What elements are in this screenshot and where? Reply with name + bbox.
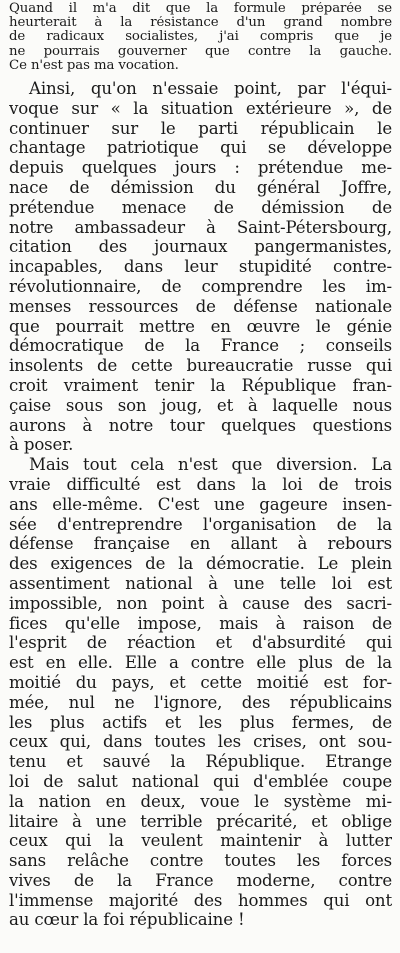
paragraph-1 [9, 79, 392, 455]
quote-paragraph [9, 2, 392, 73]
text-line: Ainsi, qu'on n'essaie point, par l'équi- [29, 79, 392, 99]
text-line: impossible, non point à cause des sacri- [9, 593, 392, 613]
text-line: aurons à notre tour quelques questions [9, 415, 392, 435]
text-line: que pourrait mettre en œuvre le génie [9, 316, 392, 336]
text-line: révolutionnaire, de comprendre les im- [9, 276, 392, 296]
text-line: notre ambassadeur à Saint-Pétersbourg, [9, 217, 392, 237]
text-line: est en elle. Elle a contre elle plus de la [9, 653, 392, 673]
text-line: démocratique de la France ; conseils [9, 336, 392, 356]
text-line: au cœur la foi républicaine ! [9, 910, 245, 930]
text-line: loi de salut national qui d'emblée coupe [9, 771, 392, 791]
text-line: prétendue menace de démission de [9, 197, 392, 217]
text-line: Quand il m'a dit que la formule préparée se [9, 2, 392, 16]
text-line: la nation en deux, voue le système mi- [9, 791, 392, 811]
text-line: défense française en allant à rebours [9, 534, 392, 554]
text-line: tenu et sauvé la République. Etrange [9, 752, 392, 772]
text-line: l'immense majorité des hommes qui ont [9, 890, 392, 910]
text-line: Ce n'est pas ma vocation. [9, 58, 179, 73]
text-line: incapables, dans leur stupidité contre- [9, 257, 392, 277]
text-line: chantage patriotique qui se développe [9, 138, 392, 158]
text-line: continuer sur le parti républicain le [9, 118, 392, 138]
text-line: menses ressources de défense nationale [9, 296, 392, 316]
text-line: litaire à une terrible précarité, et oblige [9, 811, 392, 831]
text-line: l'esprit de réaction et d'absurdité qui [9, 633, 392, 653]
text-line: fices qu'elle impose, mais à raison de [9, 613, 392, 633]
text-line: moitié du pays, et cette moitié est for- [9, 672, 392, 692]
text-line: vives de la France moderne, contre [9, 870, 392, 890]
text-line: ceux qui, dans toutes les crises, ont sou- [9, 732, 392, 752]
text-line: à poser. [9, 435, 74, 455]
text-line: insolents de cette bureaucratie russe qui [9, 356, 392, 376]
text-line: nace de démission du général Joffre, [9, 178, 392, 197]
text-line: assentiment national à une telle loi est [9, 573, 392, 593]
text-line: heurterait à la résistance d'un grand nombre [9, 16, 392, 31]
text-line: çaise sous son joug, et à laquelle nous [9, 395, 392, 415]
text-line: de radicaux socialistes, j'ai compris que je [9, 30, 392, 45]
text-line: ne pourrais gouverner que contre la gauche. [9, 44, 392, 59]
text-line: depuis quelques jours : prétendue me- [9, 158, 392, 178]
text-line: vraie difficulté est dans la loi de trois [9, 474, 392, 494]
text-line: les plus actifs et les plus fermes, de [9, 712, 392, 732]
text-line: des exigences de la démocratie. Le plein [9, 554, 392, 574]
text-line: ans elle-même. C'est une gageure insen- [9, 494, 392, 514]
text-line: sée d'entreprendre l'organisation de la [9, 514, 392, 534]
paragraph-2 [9, 455, 392, 930]
text-line: mée, nul ne l'ignore, des républicains [9, 692, 392, 712]
text-line: voque sur « la situation extérieure », de [9, 98, 392, 118]
text-line: citation des journaux pangermanistes, [9, 237, 392, 257]
text-line: ceux qui la veulent maintenir à lutter [9, 831, 392, 851]
text-line: croit vraiment tenir la République fran- [9, 375, 392, 395]
text-line: Mais tout cela n'est que diversion. La [29, 455, 392, 475]
text-line: sans relâche contre toutes les forces [9, 851, 392, 871]
